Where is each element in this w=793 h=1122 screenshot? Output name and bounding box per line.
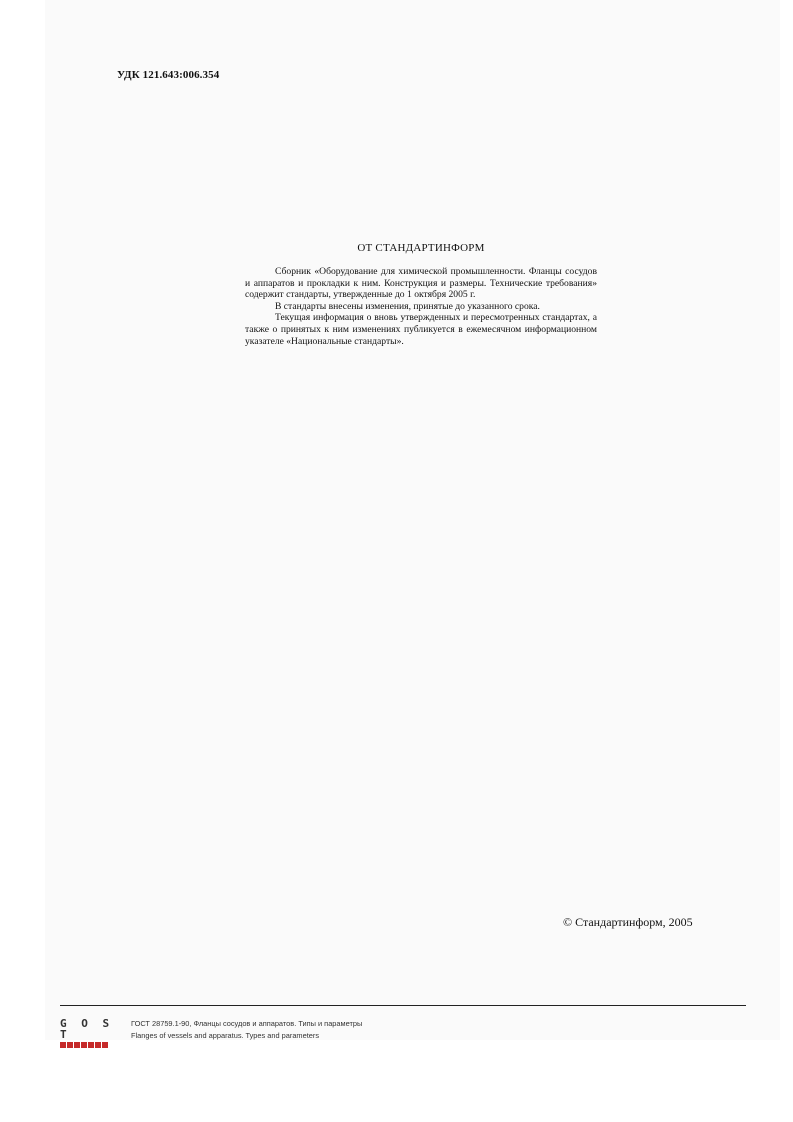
- logo-wordmark: G O S T: [60, 1017, 114, 1041]
- copyright-notice: © Стандартинформ, 2005: [563, 915, 693, 929]
- logo-subtext-bar: [60, 1042, 116, 1048]
- notice-paragraph-2: В стандарты внесены изменения, принятые до указанного срока.: [275, 300, 540, 312]
- footer-divider: [60, 1005, 746, 1006]
- footer-title-en: Flanges of vessels and apparatus. Types and parameters: [131, 1031, 320, 1040]
- publisher-notice: [245, 242, 597, 347]
- notice-paragraph-1: Сборник «Оборудование для химической промышленности. Фланцы сосудов и аппаратов и прокладки к ним. Конструкция и размеры. Технические требования» содержит стандарты, утвержденные до 1 октября 2005 г.: [245, 266, 597, 301]
- notice-paragraph-3: Текущая информация о вновь утвержденных и пересмотренных стандартах, а также о принятых к ним изменениях публикуется в ежемесячном информационном указателе «Национальные стандарты».: [245, 312, 597, 347]
- footer-title-ru: ГОСТ 28759.1-90, Фланцы сосудов и аппаратов. Типы и параметры: [131, 1019, 363, 1028]
- notice-title: ОТ СТАНДАРТИНФОРМ: [357, 242, 485, 254]
- gost-expert-logo[interactable]: [60, 1018, 116, 1040]
- document-page: [45, 0, 780, 1040]
- udk-code: УДК 121.643:006.354: [117, 69, 220, 81]
- footer-caption: [131, 1018, 362, 1042]
